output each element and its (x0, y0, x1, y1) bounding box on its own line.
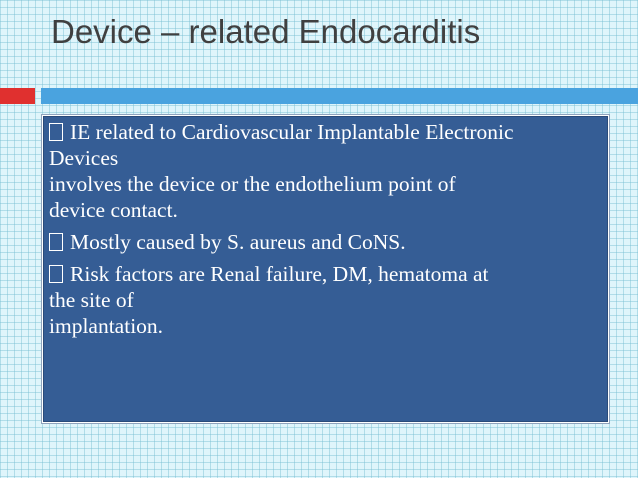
bullet-item-risk-factors (49, 261, 601, 339)
accent-bar-blue (41, 88, 638, 104)
content-box (43, 116, 608, 422)
bullet-text: Risk factors are Renal failure, DM, hematoma at (70, 262, 489, 286)
accent-bar-red (0, 88, 35, 104)
bullet-square-icon (49, 123, 63, 141)
bullet-text: involves the device or the endothelium point of (49, 172, 456, 196)
bullet-text: device contact. (49, 198, 178, 222)
bullet-text: implantation. (49, 314, 164, 338)
bullet-square-icon (49, 265, 63, 283)
bullet-item-ie-related (49, 119, 601, 223)
slide-title: Device – related Endocarditis (51, 13, 481, 50)
bullet-square-icon (49, 233, 63, 251)
bullet-list (49, 119, 601, 339)
bullet-text: Devices (49, 146, 119, 170)
bullet-text: Mostly caused by S. aureus and CoNS. (70, 230, 406, 254)
bullet-text: IE related to Cardiovascular Implantable Electronic (70, 120, 514, 144)
bullet-item-causes (49, 229, 601, 255)
bullet-text: the site of (49, 288, 134, 312)
